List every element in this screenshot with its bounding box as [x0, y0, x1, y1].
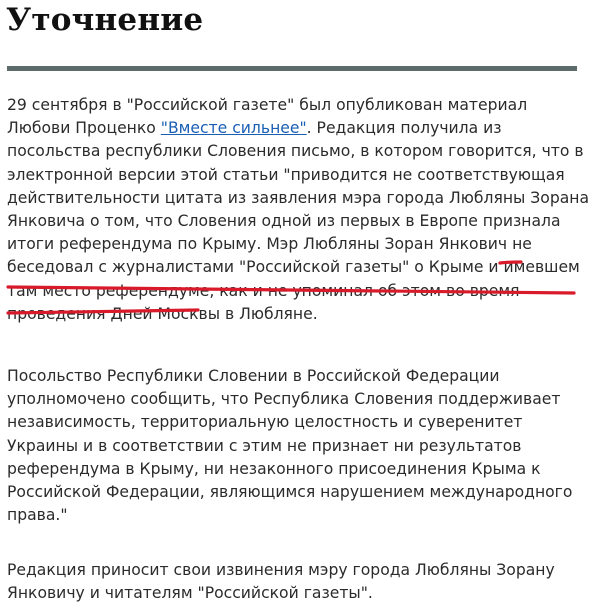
paragraph-line — [7, 117, 587, 140]
paragraph-line: посольства республики Словения письмо, в котором говорится, что в — [7, 142, 584, 161]
paragraph-line: уполномочено сообщить, что Республика Словения поддерживает — [7, 390, 561, 409]
page-title: Уточнение — [6, 2, 204, 38]
paragraph-line: Редакция приносит свои извинения мэру города Любляны Зорану — [7, 561, 555, 579]
paragraph-line: итоги референдума по Крыму. Мэр Любляны Зоран Янкович не — [7, 235, 532, 254]
paragraph-line: беседовал с журналистами "Российской газеты" о Крыме и имевшем — [7, 258, 580, 277]
paragraph-line: Янковича о том, что Словения одной из первых в Европе признала — [7, 211, 561, 230]
paragraph-line: Посольство Республики Словении в Российской Федерации — [7, 367, 500, 385]
paragraph-line: там место референдуме, как и не упоминал об этом во время — [7, 281, 520, 300]
paragraph-clarification — [7, 94, 590, 326]
article-link[interactable]: "Вместе сильнее" — [160, 119, 307, 138]
paragraph-apology — [7, 559, 587, 605]
line-text: Любови Проценко — [7, 119, 161, 138]
paragraph-line: Российской Федерации, являющимся нарушением международного — [7, 482, 573, 501]
paragraph-line: проведения Дней Москвы в Любляне. — [7, 304, 318, 323]
paragraph-line: независимость, территориальную целостность и суверенитет — [7, 413, 523, 432]
paragraph-line: права." — [7, 506, 68, 525]
paragraph-line: действительности цитата из заявления мэра города Любляны Зорана — [7, 188, 590, 207]
paragraph-line: Янковичу и читателям "Российской газеты". — [7, 584, 373, 603]
paragraph-embassy-statement — [7, 365, 587, 527]
title-divider — [7, 66, 577, 71]
line-text: . Редакция получила из — [306, 119, 502, 138]
paragraph-line: 29 сентября в "Российской газете" был опубликован материал — [7, 96, 528, 114]
paragraph-line: референдума в Крыму, ни незаконного присоединения Крыма к — [7, 459, 541, 478]
paragraph-line: электронной версии этой статьи "приводится не соответствующая — [7, 165, 565, 184]
paragraph-line: Украины и в соответствии с этим не признает ни результатов — [7, 436, 522, 455]
